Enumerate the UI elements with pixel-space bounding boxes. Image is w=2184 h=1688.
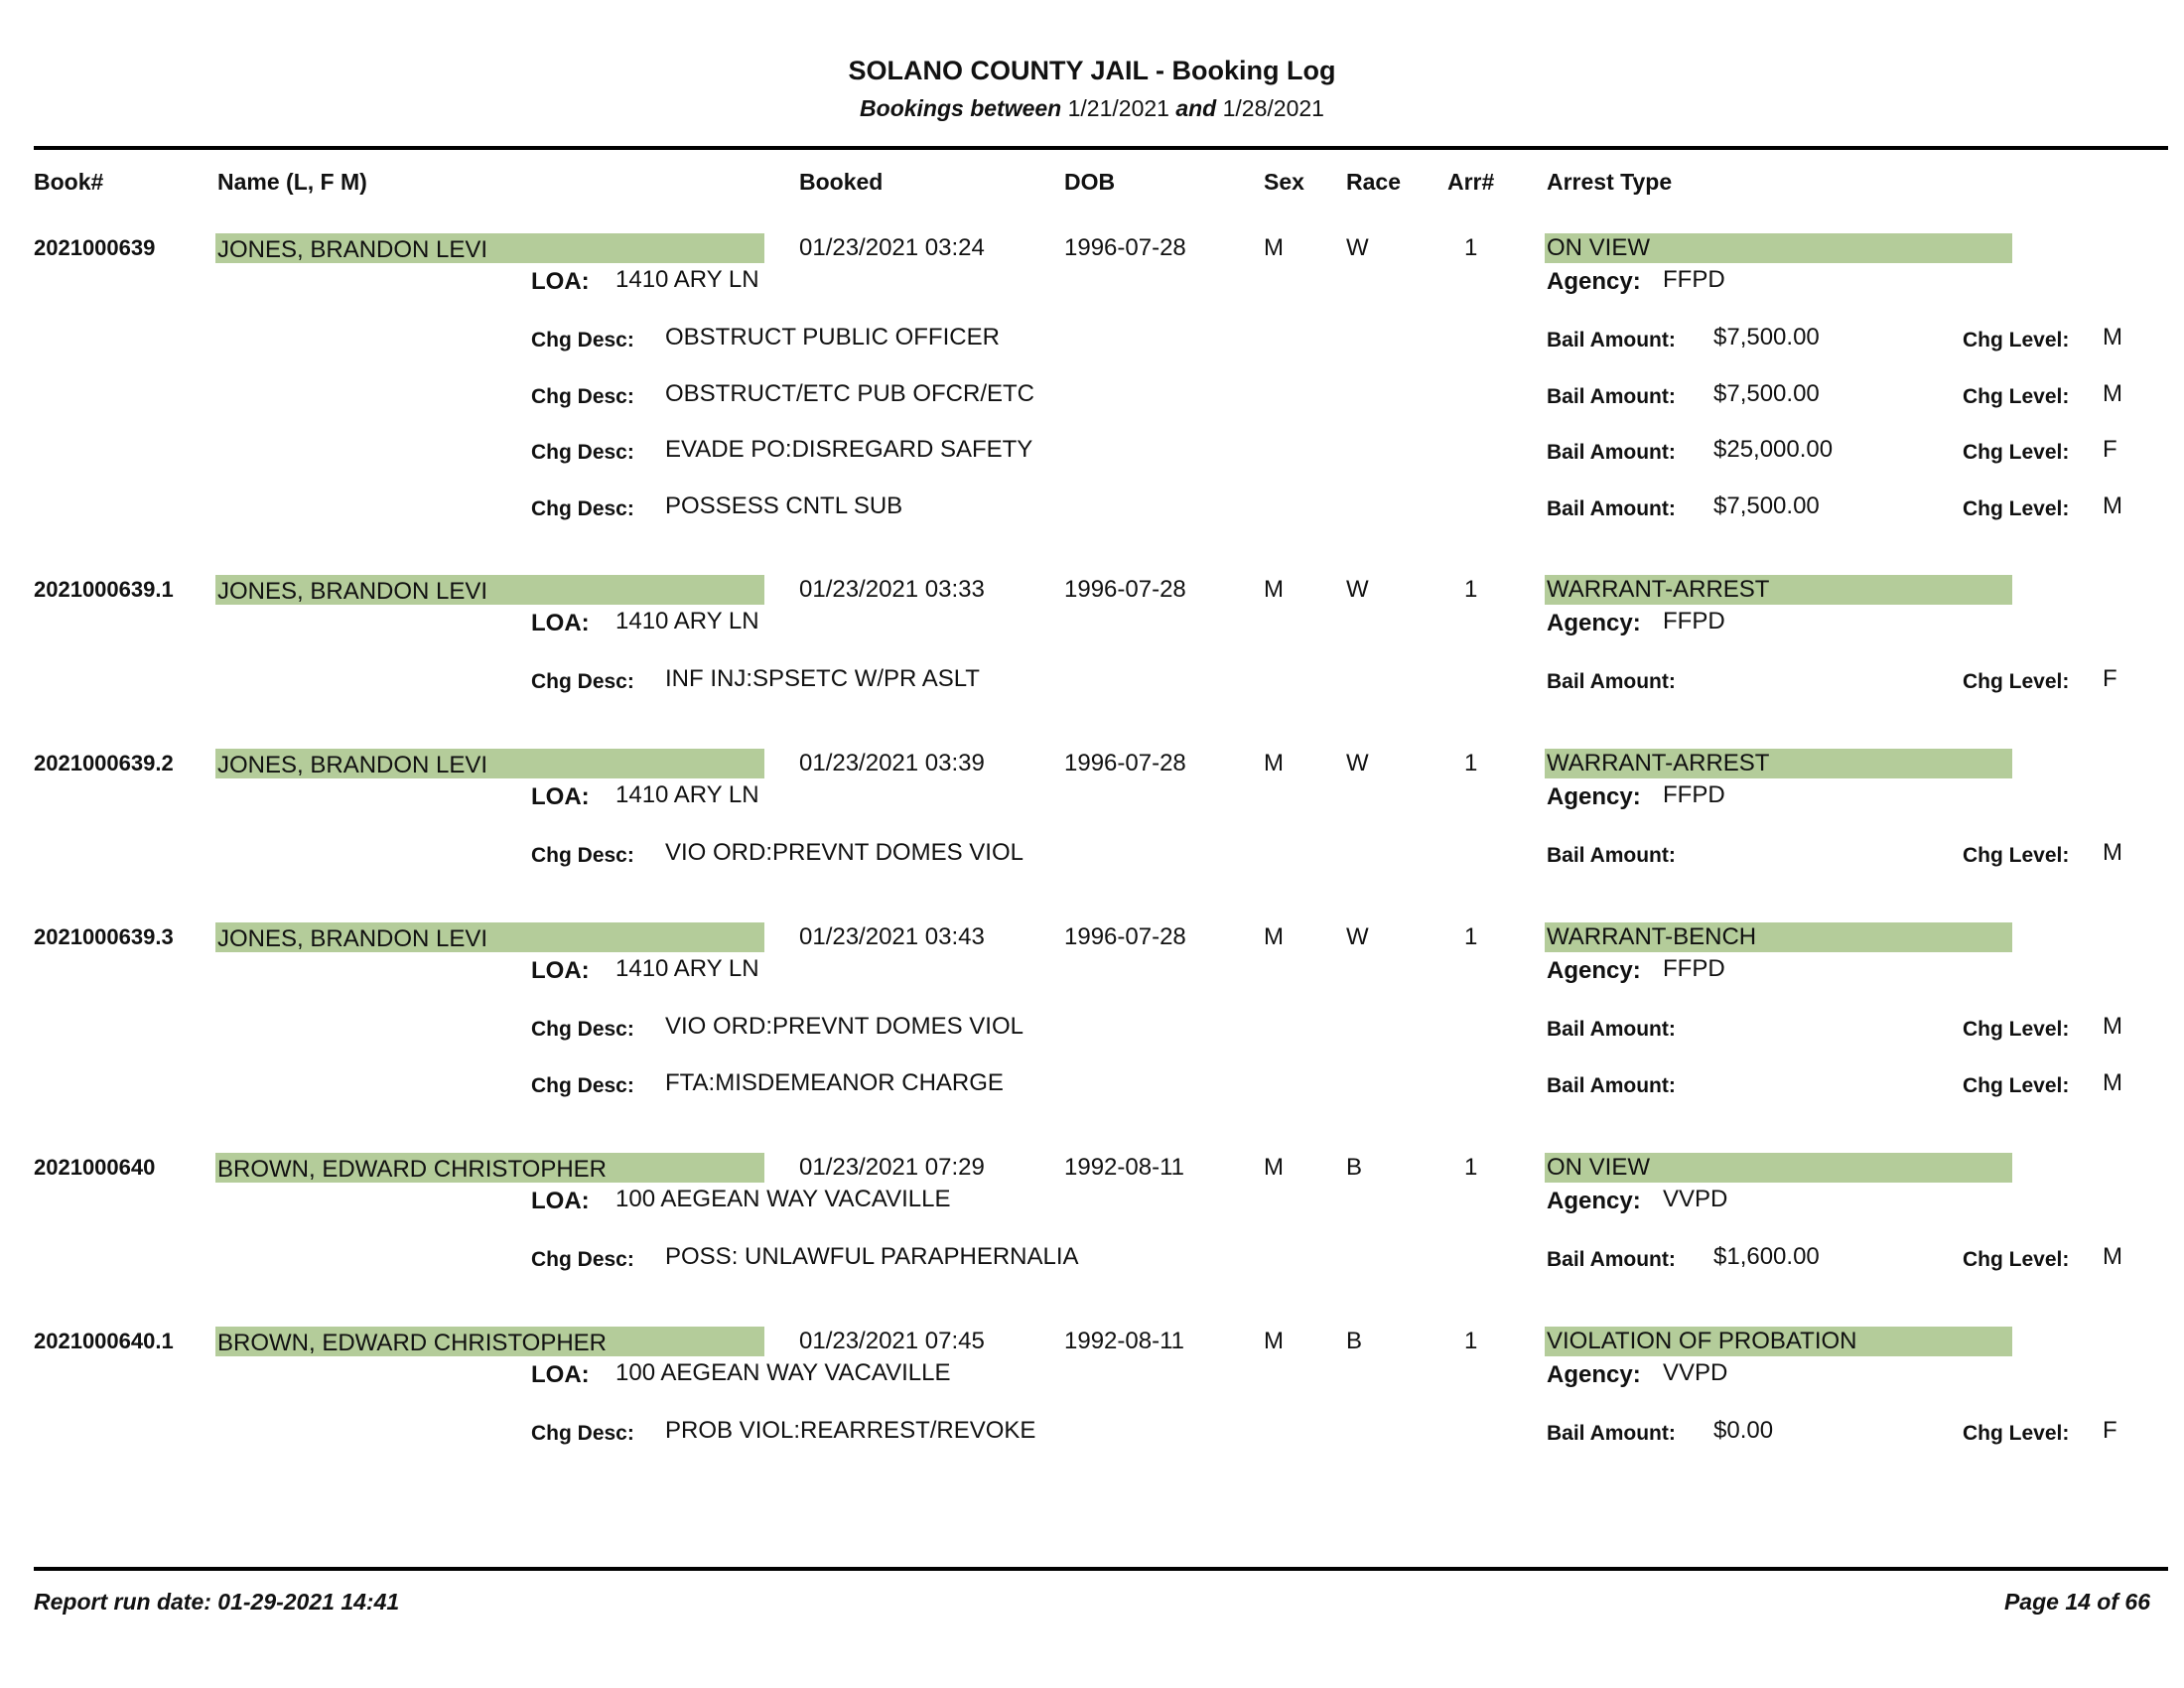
date-of-birth: 1992-08-11 xyxy=(1064,1154,1184,1181)
agency-label: Agency: xyxy=(1547,783,1641,810)
charge-row xyxy=(0,1416,2184,1450)
arrest-type: WARRANT-BENCH xyxy=(1547,923,1757,950)
charge-description: OBSTRUCT PUBLIC OFFICER xyxy=(665,324,1000,351)
loa-label: LOA: xyxy=(531,1188,590,1214)
sex-value: M xyxy=(1264,234,1284,261)
loa-value: 1410 ARY LN xyxy=(615,781,759,808)
charge-row xyxy=(0,492,2184,525)
loa-value: 100 AEGEAN WAY VACAVILLE xyxy=(615,1186,951,1212)
charge-row xyxy=(0,838,2184,872)
charge-level: M xyxy=(2103,1243,2122,1270)
inmate-name: BROWN, EDWARD CHRISTOPHER xyxy=(217,1330,608,1356)
chg-level-label: Chg Level: xyxy=(1963,1248,2070,1271)
date-of-birth: 1996-07-28 xyxy=(1064,750,1186,776)
chg-desc-label: Chg Desc: xyxy=(531,670,634,693)
sex-value: M xyxy=(1264,1328,1284,1354)
bail-amount-label: Bail Amount: xyxy=(1547,670,1676,693)
charge-row xyxy=(0,1012,2184,1046)
charge-level: F xyxy=(2103,436,2117,463)
col-sex: Sex xyxy=(1264,169,1304,195)
booked-datetime: 01/23/2021 07:45 xyxy=(799,1328,985,1354)
loa-label: LOA: xyxy=(531,957,590,984)
book-number: 2021000639.3 xyxy=(34,924,174,949)
date-of-birth: 1996-07-28 xyxy=(1064,576,1186,603)
chg-level-label: Chg Level: xyxy=(1963,1422,2070,1445)
charge-description: INF INJ:SPSETC W/PR ASLT xyxy=(665,665,980,692)
chg-level-label: Chg Level: xyxy=(1963,496,2070,520)
loa-label: LOA: xyxy=(531,268,590,295)
charge-description: OBSTRUCT/ETC PUB OFCR/ETC xyxy=(665,379,1035,407)
race-value: W xyxy=(1346,923,1369,950)
agency-value: FFPD xyxy=(1663,955,1725,982)
header-rule xyxy=(34,146,2168,150)
report-run-date: Report run date: 01-29-2021 14:41 xyxy=(34,1589,400,1615)
chg-desc-label: Chg Desc: xyxy=(531,441,634,464)
col-book: Book# xyxy=(34,169,104,195)
chg-level-label: Chg Level: xyxy=(1963,670,2070,693)
charge-description: POSSESS CNTL SUB xyxy=(665,492,903,519)
race-value: B xyxy=(1346,1328,1363,1354)
race-value: B xyxy=(1346,1154,1363,1181)
booking-record xyxy=(0,575,2184,734)
arrest-type: ON VIEW xyxy=(1547,234,1651,261)
chg-level-label: Chg Level: xyxy=(1963,441,2070,464)
book-number: 2021000639.1 xyxy=(34,577,174,602)
booking-record xyxy=(0,233,2184,520)
booking-record xyxy=(0,1327,2184,1485)
arrest-number: 1 xyxy=(1464,1154,1478,1181)
report-title: SOLANO COUNTY JAIL - Booking Log xyxy=(848,56,1336,85)
book-number: 2021000639.2 xyxy=(34,751,174,775)
chg-desc-label: Chg Desc: xyxy=(531,496,634,520)
arrest-type: WARRANT-ARREST xyxy=(1547,576,1770,603)
arrest-number: 1 xyxy=(1464,1328,1478,1354)
bail-amount: $7,500.00 xyxy=(1713,324,1820,351)
report-subtitle xyxy=(0,95,2184,122)
bail-amount-label: Bail Amount: xyxy=(1547,1018,1676,1041)
agency-value: VVPD xyxy=(1663,1359,1728,1386)
loa-value: 1410 ARY LN xyxy=(615,955,759,982)
loa-label: LOA: xyxy=(531,783,590,810)
agency-value: FFPD xyxy=(1663,266,1725,293)
chg-desc-label: Chg Desc: xyxy=(531,844,634,867)
charge-description: VIO ORD:PREVNT DOMES VIOL xyxy=(665,839,1024,866)
agency-value: FFPD xyxy=(1663,781,1725,808)
sex-value: M xyxy=(1264,576,1284,603)
charge-description: VIO ORD:PREVNT DOMES VIOL xyxy=(665,1013,1024,1040)
inmate-name: JONES, BRANDON LEVI xyxy=(217,925,488,952)
chg-desc-label: Chg Desc: xyxy=(531,384,634,408)
agency-label: Agency: xyxy=(1547,957,1641,984)
col-arrest-type: Arrest Type xyxy=(1547,169,1673,195)
chg-desc-label: Chg Desc: xyxy=(531,1018,634,1041)
race-value: W xyxy=(1346,234,1369,261)
loa-value: 1410 ARY LN xyxy=(615,608,759,634)
booking-record xyxy=(0,1153,2184,1312)
start-date: 1/21/2021 xyxy=(1067,95,1169,121)
chg-desc-label: Chg Desc: xyxy=(531,1073,634,1097)
chg-desc-label: Chg Desc: xyxy=(531,329,634,352)
date-of-birth: 1992-08-11 xyxy=(1064,1328,1184,1354)
charge-row xyxy=(0,1068,2184,1102)
bail-amount-label: Bail Amount: xyxy=(1547,844,1676,867)
charge-description: FTA:MISDEMEANOR CHARGE xyxy=(665,1068,1004,1096)
charge-level: M xyxy=(2103,1068,2122,1096)
arrest-number: 1 xyxy=(1464,576,1478,603)
end-date: 1/28/2021 xyxy=(1222,95,1324,121)
loa-label: LOA: xyxy=(531,1361,590,1388)
chg-level-label: Chg Level: xyxy=(1963,329,2070,352)
booked-datetime: 01/23/2021 03:33 xyxy=(799,576,985,603)
arrest-number: 1 xyxy=(1464,234,1478,261)
agency-value: VVPD xyxy=(1663,1186,1728,1212)
charge-level: M xyxy=(2103,492,2122,519)
sex-value: M xyxy=(1264,1154,1284,1181)
booked-datetime: 01/23/2021 03:43 xyxy=(799,923,985,950)
col-name: Name (L, F M) xyxy=(217,169,367,195)
charge-description: EVADE PO:DISREGARD SAFETY xyxy=(665,436,1033,463)
loa-label: LOA: xyxy=(531,610,590,636)
arrest-type: VIOLATION OF PROBATION xyxy=(1547,1328,1857,1354)
booked-datetime: 01/23/2021 03:39 xyxy=(799,750,985,776)
charge-row xyxy=(0,435,2184,469)
date-of-birth: 1996-07-28 xyxy=(1064,923,1186,950)
col-booked: Booked xyxy=(799,169,884,195)
inmate-name: JONES, BRANDON LEVI xyxy=(217,752,488,778)
chg-level-label: Chg Level: xyxy=(1963,844,2070,867)
booking-record xyxy=(0,922,2184,1097)
chg-level-label: Chg Level: xyxy=(1963,1073,2070,1097)
bail-amount: $1,600.00 xyxy=(1713,1243,1820,1270)
arrest-type: WARRANT-ARREST xyxy=(1547,750,1770,776)
bail-amount-label: Bail Amount: xyxy=(1547,441,1676,464)
booked-datetime: 01/23/2021 07:29 xyxy=(799,1154,985,1181)
chg-level-label: Chg Level: xyxy=(1963,1018,2070,1041)
charge-level: M xyxy=(2103,379,2122,407)
inmate-name: JONES, BRANDON LEVI xyxy=(217,578,488,605)
sex-value: M xyxy=(1264,750,1284,776)
agency-value: FFPD xyxy=(1663,608,1725,634)
bail-amount-label: Bail Amount: xyxy=(1547,384,1676,408)
inmate-name: JONES, BRANDON LEVI xyxy=(217,236,488,263)
arrest-number: 1 xyxy=(1464,923,1478,950)
bail-amount: $7,500.00 xyxy=(1713,492,1820,519)
chg-desc-label: Chg Desc: xyxy=(531,1248,634,1271)
bail-amount: $7,500.00 xyxy=(1713,379,1820,407)
arrest-type: ON VIEW xyxy=(1547,1154,1651,1181)
booking-record xyxy=(0,749,2184,908)
bail-amount-label: Bail Amount: xyxy=(1547,1073,1676,1097)
page-number: Page 14 of 66 xyxy=(2003,1589,2150,1615)
charge-row xyxy=(0,1242,2184,1276)
charge-description: PROB VIOL:REARREST/REVOKE xyxy=(665,1417,1036,1444)
date-of-birth: 1996-07-28 xyxy=(1064,234,1186,261)
charge-level: M xyxy=(2103,324,2122,351)
race-value: W xyxy=(1346,576,1369,603)
bail-amount: $0.00 xyxy=(1713,1417,1774,1444)
book-number: 2021000640.1 xyxy=(34,1329,174,1353)
charge-description: POSS: UNLAWFUL PARAPHERNALIA xyxy=(665,1243,1079,1270)
bail-amount: $25,000.00 xyxy=(1713,436,1834,463)
bail-amount-label: Bail Amount: xyxy=(1547,329,1676,352)
charge-level: F xyxy=(2103,1417,2117,1444)
chg-level-label: Chg Level: xyxy=(1963,384,2070,408)
charge-level: M xyxy=(2103,839,2122,866)
charge-level: F xyxy=(2103,665,2117,692)
loa-value: 100 AEGEAN WAY VACAVILLE xyxy=(615,1359,951,1386)
sex-value: M xyxy=(1264,923,1284,950)
inmate-name: BROWN, EDWARD CHRISTOPHER xyxy=(217,1156,608,1183)
bail-amount-label: Bail Amount: xyxy=(1547,496,1676,520)
col-race: Race xyxy=(1346,169,1401,195)
book-number: 2021000640 xyxy=(34,1155,156,1180)
bail-amount-label: Bail Amount: xyxy=(1547,1248,1676,1271)
agency-label: Agency: xyxy=(1547,1188,1641,1214)
agency-label: Agency: xyxy=(1547,268,1641,295)
booked-datetime: 01/23/2021 03:24 xyxy=(799,234,985,261)
agency-label: Agency: xyxy=(1547,610,1641,636)
footer-rule xyxy=(34,1567,2168,1571)
book-number: 2021000639 xyxy=(34,235,156,260)
charge-row xyxy=(0,664,2184,698)
subtitle-prefix: Bookings between xyxy=(860,95,1062,121)
loa-value: 1410 ARY LN xyxy=(615,266,759,293)
chg-desc-label: Chg Desc: xyxy=(531,1422,634,1445)
race-value: W xyxy=(1346,750,1369,776)
bail-amount-label: Bail Amount: xyxy=(1547,1422,1676,1445)
subtitle-and: and xyxy=(1175,95,1217,121)
arrest-number: 1 xyxy=(1464,750,1478,776)
charge-level: M xyxy=(2103,1013,2122,1040)
col-arr: Arr# xyxy=(1447,169,1495,195)
col-dob: DOB xyxy=(1064,169,1116,195)
charge-row xyxy=(0,323,2184,356)
agency-label: Agency: xyxy=(1547,1361,1641,1388)
charge-row xyxy=(0,379,2184,413)
